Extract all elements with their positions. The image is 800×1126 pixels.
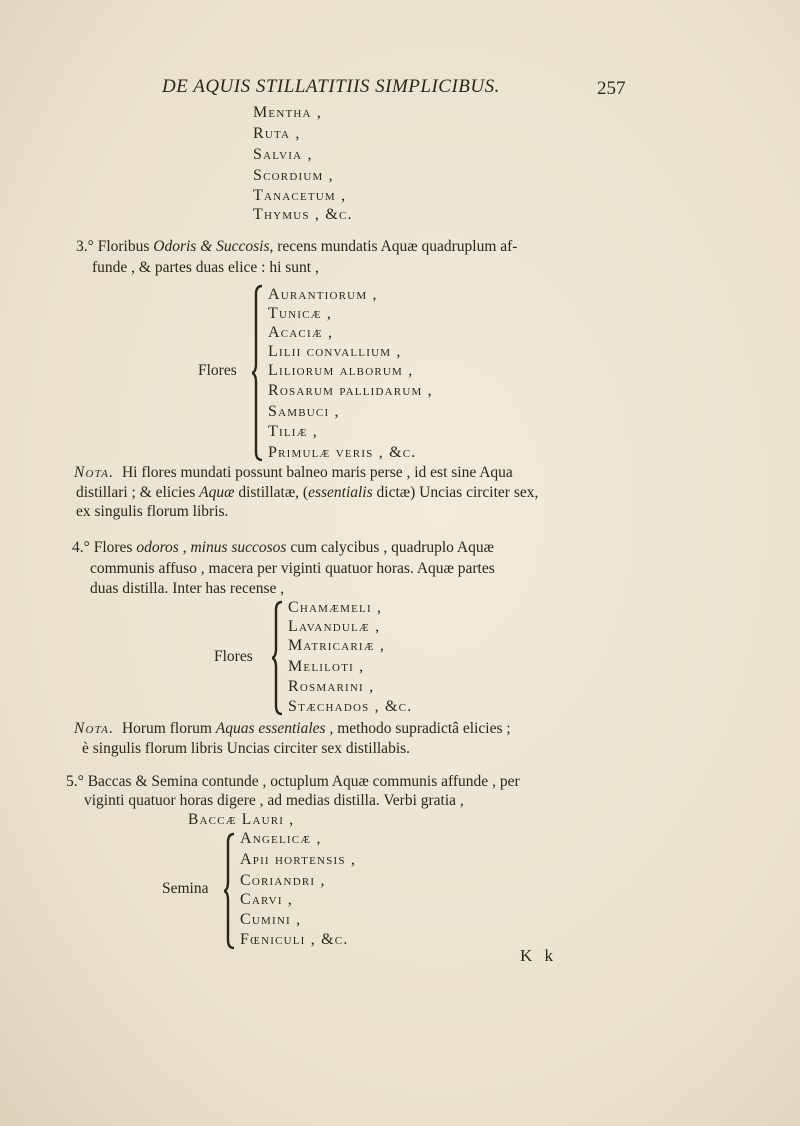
seed-item: Fœniculi , &c.: [240, 931, 349, 948]
nota-label: Nota.: [74, 720, 115, 737]
seed-item: Carvi ,: [240, 891, 294, 908]
flores-label: Flores: [198, 362, 237, 379]
nota-2-line-2: è singulis florum libris Uncias circiter sex distillabis.: [82, 740, 411, 757]
signature-mark: K k: [520, 946, 558, 965]
paragraph-5-line-1: [66, 773, 520, 791]
bleed-through-text: [600, 118, 604, 135]
text-run: Flores: [93, 539, 137, 556]
flower-item: Tunicæ ,: [268, 305, 333, 322]
text-run: Horum florum: [121, 720, 216, 737]
flower-item: Aurantiorum ,: [268, 286, 378, 303]
list-item: Scordium ,: [253, 167, 334, 184]
running-header: DE AQUIS STILLATITIIS SIMPLICIBUS.: [162, 76, 500, 97]
paragraph-number: 4.°: [72, 539, 90, 556]
text-run: , methodo supradictâ elicies ;: [325, 720, 511, 737]
flower-item: Acaciæ ,: [268, 324, 334, 341]
page-number: 257: [597, 78, 626, 99]
text-run: Floribus: [97, 238, 154, 255]
nota-2-line-1: [74, 720, 511, 738]
paragraph-4-line-1: [72, 539, 494, 557]
text-run: Baccæ Lauri ,: [188, 811, 295, 828]
paragraph-4-line-2: communis affuso , macera per viginti quatuor horas. Aquæ partes: [90, 560, 495, 577]
seed-item: Cumini ,: [240, 911, 302, 928]
text-run: distillari ; & elicies: [76, 484, 200, 501]
text-run: ,: [178, 539, 191, 556]
flower-item: Lilii convallium ,: [268, 343, 402, 360]
text-run: Baccas & Semina contunde , octuplum Aquæ communis affunde , per: [87, 773, 520, 790]
text-run: cum calycibus , quadruplo Aquæ: [286, 539, 494, 556]
left-brace-icon: [252, 284, 264, 462]
semina-label: Semina: [162, 880, 209, 897]
italic-run: Aquæ: [199, 484, 235, 501]
italic-run: odoros: [136, 539, 179, 556]
flower-item: Stæchados , &c.: [288, 698, 413, 715]
flower-item: Liliorum alborum ,: [268, 362, 414, 379]
paragraph-number: 5.°: [66, 773, 84, 790]
italic-run: Odoris & Succosis: [153, 238, 270, 255]
left-brace-icon: [224, 832, 236, 950]
text-run: , recens mundatis Aquæ quadruplum af-: [269, 238, 518, 255]
flores-label: Flores: [214, 648, 253, 665]
flower-item: Rosmarini ,: [288, 678, 375, 695]
list-item: Salvia ,: [253, 146, 313, 163]
nota-1-line-2: [76, 484, 538, 502]
flower-item: Lavandulæ ,: [288, 618, 381, 635]
nota-label: Nota.: [74, 464, 115, 481]
text-run: distillatæ, (: [234, 484, 309, 501]
flower-item: Chamæmeli ,: [288, 599, 383, 616]
flower-item: Rosarum pallidarum ,: [268, 382, 433, 399]
nota-1-line-3: ex singulis florum libris.: [76, 503, 229, 520]
paragraph-5-line-2: viginti quatuor horas digere , ad medias distilla. Verbi gratia ,: [84, 792, 464, 809]
text-run: Hi flores mundati possunt balneo maris perse , id est sine Aqua: [121, 464, 513, 481]
flower-item: Tiliæ ,: [268, 423, 318, 440]
seed-item: Apii hortensis ,: [240, 851, 357, 868]
list-item: Ruta ,: [253, 125, 301, 142]
list-item: Mentha ,: [253, 104, 323, 121]
flower-item: Meliloti ,: [288, 658, 365, 675]
left-brace-icon: [272, 600, 284, 716]
seed-item: Coriandri ,: [240, 872, 326, 889]
list-item: Thymus , &c.: [253, 206, 353, 223]
seed-item: Angelicæ ,: [240, 830, 322, 847]
italic-run: Aquas essentiales: [215, 720, 326, 737]
paragraph-4-line-3: duas distilla. Inter has recense ,: [90, 580, 285, 597]
baccae-lauri: [188, 811, 294, 829]
flower-item: Sambuci ,: [268, 403, 340, 420]
flower-item: Primulæ veris , &c.: [268, 444, 417, 461]
nota-1-line-1: [74, 464, 513, 482]
text-run: dictæ) Uncias circiter sex,: [372, 484, 539, 501]
flower-item: Matricariæ ,: [288, 637, 386, 654]
list-item: Tanacetum ,: [253, 187, 347, 204]
paragraph-number: 3.°: [76, 238, 94, 255]
italic-run: minus succosos: [190, 539, 287, 556]
paragraph-3-line-2: funde , & partes duas elice : hi sunt ,: [92, 259, 319, 276]
paragraph-3-line-1: [76, 238, 517, 256]
italic-run: essentialis: [308, 484, 373, 501]
